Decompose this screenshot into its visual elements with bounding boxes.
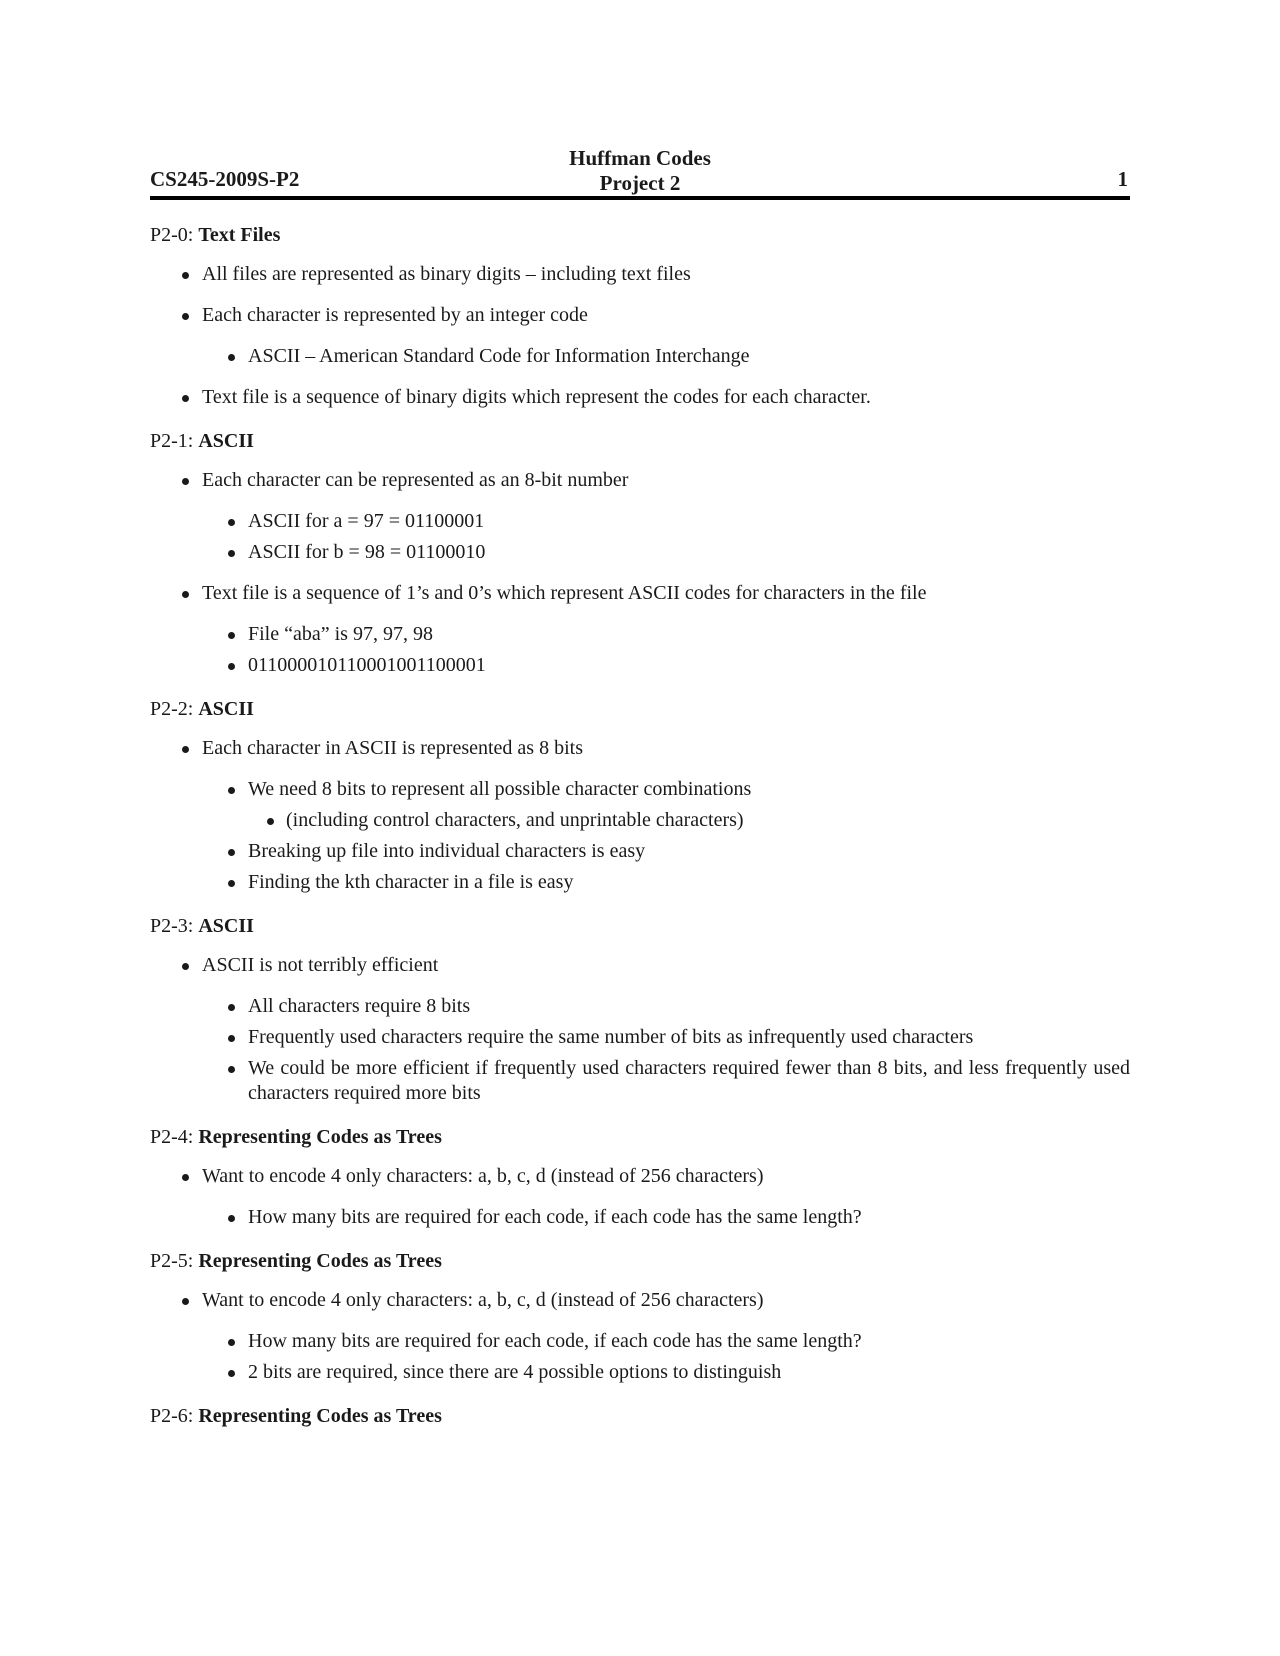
section-title: P2-4: Representing Codes as Trees [150,1126,442,1148]
list-item: Finding the kth character in a file is easy [150,870,1130,895]
list-item: How many bits are required for each code, if each code has the same length? [150,1205,1130,1230]
section-p2-1 [150,426,1130,678]
section-title: P2-0: Text Files [150,224,281,246]
list-item: Want to encode 4 only characters: a, b, c, d (instead of 256 characters) [150,1288,1130,1313]
document-body [150,220,1130,1443]
title-line-2: Project 2 [599,171,681,195]
page-number: 1 [1117,167,1128,191]
list-item: ASCII for b = 98 = 01100010 [150,540,1130,565]
list-item: All files are represented as binary digits – including text files [150,262,1130,287]
list-item: Each character is represented by an integer code [150,303,1130,328]
title-line-1: Huffman Codes [569,146,711,170]
bullet-list [150,1288,1130,1385]
section-p2-0 [150,220,1130,410]
list-item: Each character in ASCII is represented as 8 bits [150,736,1130,761]
list-item: Each character can be represented as an 8-bit number [150,468,1130,493]
list-item: ASCII – American Standard Code for Information Interchange [150,344,1130,369]
list-item: (including control characters, and unprintable characters) [150,808,1130,833]
list-item: We need 8 bits to represent all possible character combinations [150,777,1130,802]
section-title: P2-3: ASCII [150,915,254,937]
section-title: P2-5: Representing Codes as Trees [150,1250,442,1272]
section-title: P2-2: ASCII [150,698,254,720]
page-header [150,146,1130,200]
section-title: P2-6: Representing Codes as Trees [150,1405,442,1427]
bullet-list [150,736,1130,895]
section-title: P2-1: ASCII [150,430,254,452]
list-item: All characters require 8 bits [150,994,1130,1019]
list-item: How many bits are required for each code, if each code has the same length? [150,1329,1130,1354]
list-item: ASCII is not terribly efficient [150,953,1130,978]
list-item: ASCII for a = 97 = 01100001 [150,509,1130,534]
bullet-list [150,1164,1130,1230]
document-title [150,146,1130,196]
list-item: Text file is a sequence of 1’s and 0’s which represent ASCII codes for characters in the file [150,581,1130,606]
section-p2-2 [150,694,1130,895]
list-item: 011000010110001001100001 [150,653,1130,678]
section-p2-4 [150,1122,1130,1230]
bullet-list [150,468,1130,678]
section-p2-5 [150,1246,1130,1385]
section-p2-3 [150,911,1130,1106]
list-item: Text file is a sequence of binary digits which represent the codes for each character. [150,385,1130,410]
section-p2-6 [150,1401,1130,1431]
course-code: CS245-2009S-P2 [150,167,300,191]
bullet-list [150,262,1130,410]
list-item: File “aba” is 97, 97, 98 [150,622,1130,647]
list-item: We could be more efficient if frequently used characters required fewer than 8 bits, and less frequently used characters required more bits [150,1056,1130,1106]
list-item: Breaking up file into individual characters is easy [150,839,1130,864]
list-item: Frequently used characters require the same number of bits as infrequently used characters [150,1025,1130,1050]
list-item: 2 bits are required, since there are 4 possible options to distinguish [150,1360,1130,1385]
list-item: Want to encode 4 only characters: a, b, c, d (instead of 256 characters) [150,1164,1130,1189]
bullet-list [150,953,1130,1106]
